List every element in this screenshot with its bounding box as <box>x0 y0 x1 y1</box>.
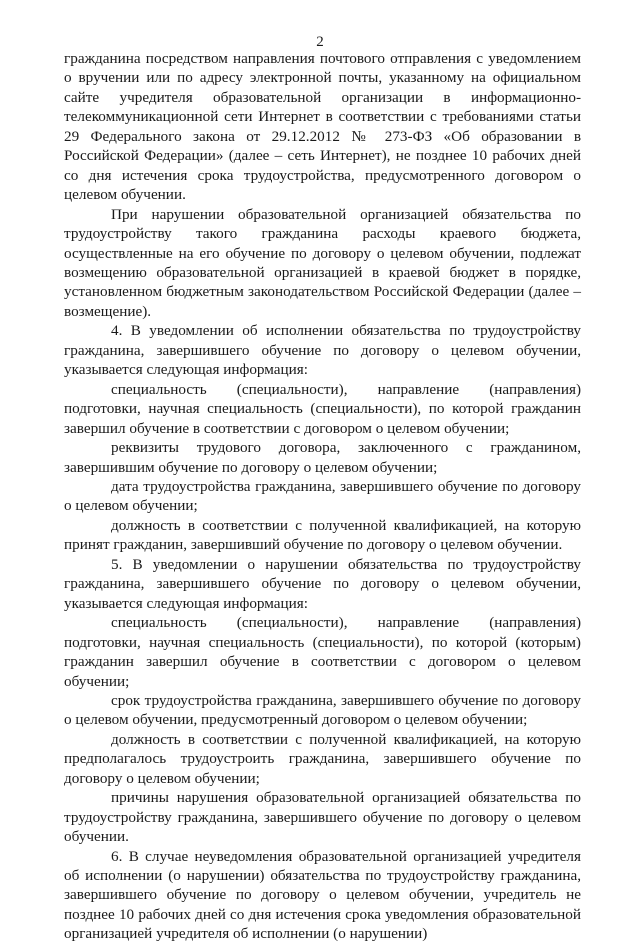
paragraph-item-4: 4. В уведомлении об исполнении обязательства по трудоустройству гражданина, завершившего обучение по договору о целевом обучении, указывается следующая информация: <box>64 322 581 379</box>
paragraph-item-5-reasons: причины нарушения образовательной организацией обязательства по трудоустройству гражданина, завершившего обучение по договору о целевом обучении. <box>64 789 581 846</box>
document-body <box>64 49 581 944</box>
paragraph-item-6: 6. В случае неуведомления образовательной организацией учредителя об исполнении (о нарушении) обязательства по трудоустройству гражданина, завершившего обучение по договору о целевом обучении, учредитель не позднее 10 рабочих дней со дня истечения срока уведомления образовательной организацией учредителя об исполнении (о нарушении) <box>64 847 581 943</box>
paragraph-item-4-specialty: специальность (специальности), направление (направления) подготовки, научная специальность (специальности), по которой гражданин завершил обучение в соответствии с договором о целевом обучении; <box>64 380 581 437</box>
paragraph-item-5-employment-term: срок трудоустройства гражданина, завершившего обучение по договору о целевом обучении, предусмотренный договором о целевом обучении; <box>64 691 581 729</box>
paragraph-item-5-position: должность в соответствии с полученной квалификацией, на которую предполагалось трудоустроить гражданина, завершившего обучение по договору о целевом обучении; <box>64 730 581 787</box>
paragraph-violation-reimbursement: При нарушении образовательной организацией обязательства по трудоустройству такого гражданина расходы краевого бюджета, осуществленные на его обучение по договору о целевом обучении, подлежат возмещению образовательной организацией в краевой бюджет в порядке, установленном бюджетным законодательством Российской Федерации (далее – возмещение). <box>64 205 581 320</box>
paragraph-item-4-employment-date: дата трудоустройства гражданина, завершившего обучение по договору о целевом обучении; <box>64 477 581 515</box>
paragraph-item-5-specialty: специальность (специальности), направление (направления) подготовки, научная специальность (специальности), по которой (которым) гражданин завершил обучение в соответствии с договором о целевом обучении; <box>64 614 581 690</box>
page-number: 2 <box>316 34 324 50</box>
paragraph-item-5: 5. В уведомлении о нарушении обязательства по трудоустройству гражданина, завершившего обучение по договору о целевом обучении, указывается следующая информация: <box>64 555 581 612</box>
paragraph-continuation: гражданина посредством направления почтового отправления с уведомлением о вручении или по адресу электронной почты, указанному на официальном сайте учредителя образовательной организации в информационно-телекоммуникационной сети Интернет в соответствии с требованиями статьи 29 Федерального закона от 29.12.2012 № 273-ФЗ «Об образовании в Российской Федерации» (далее – сеть Интернет), не позднее 10 рабочих дней со дня истечения срока трудоустройства, предусмотренного договором о целевом обучении. <box>64 50 581 204</box>
paragraph-item-4-position: должность в соответствии с полученной квалификацией, на которую принят гражданин, завершивший обучение по договору о целевом обучении. <box>64 516 581 554</box>
paragraph-item-4-contract-details: реквизиты трудового договора, заключенного с гражданином, завершившим обучение по договору о целевом обучении; <box>64 439 581 476</box>
